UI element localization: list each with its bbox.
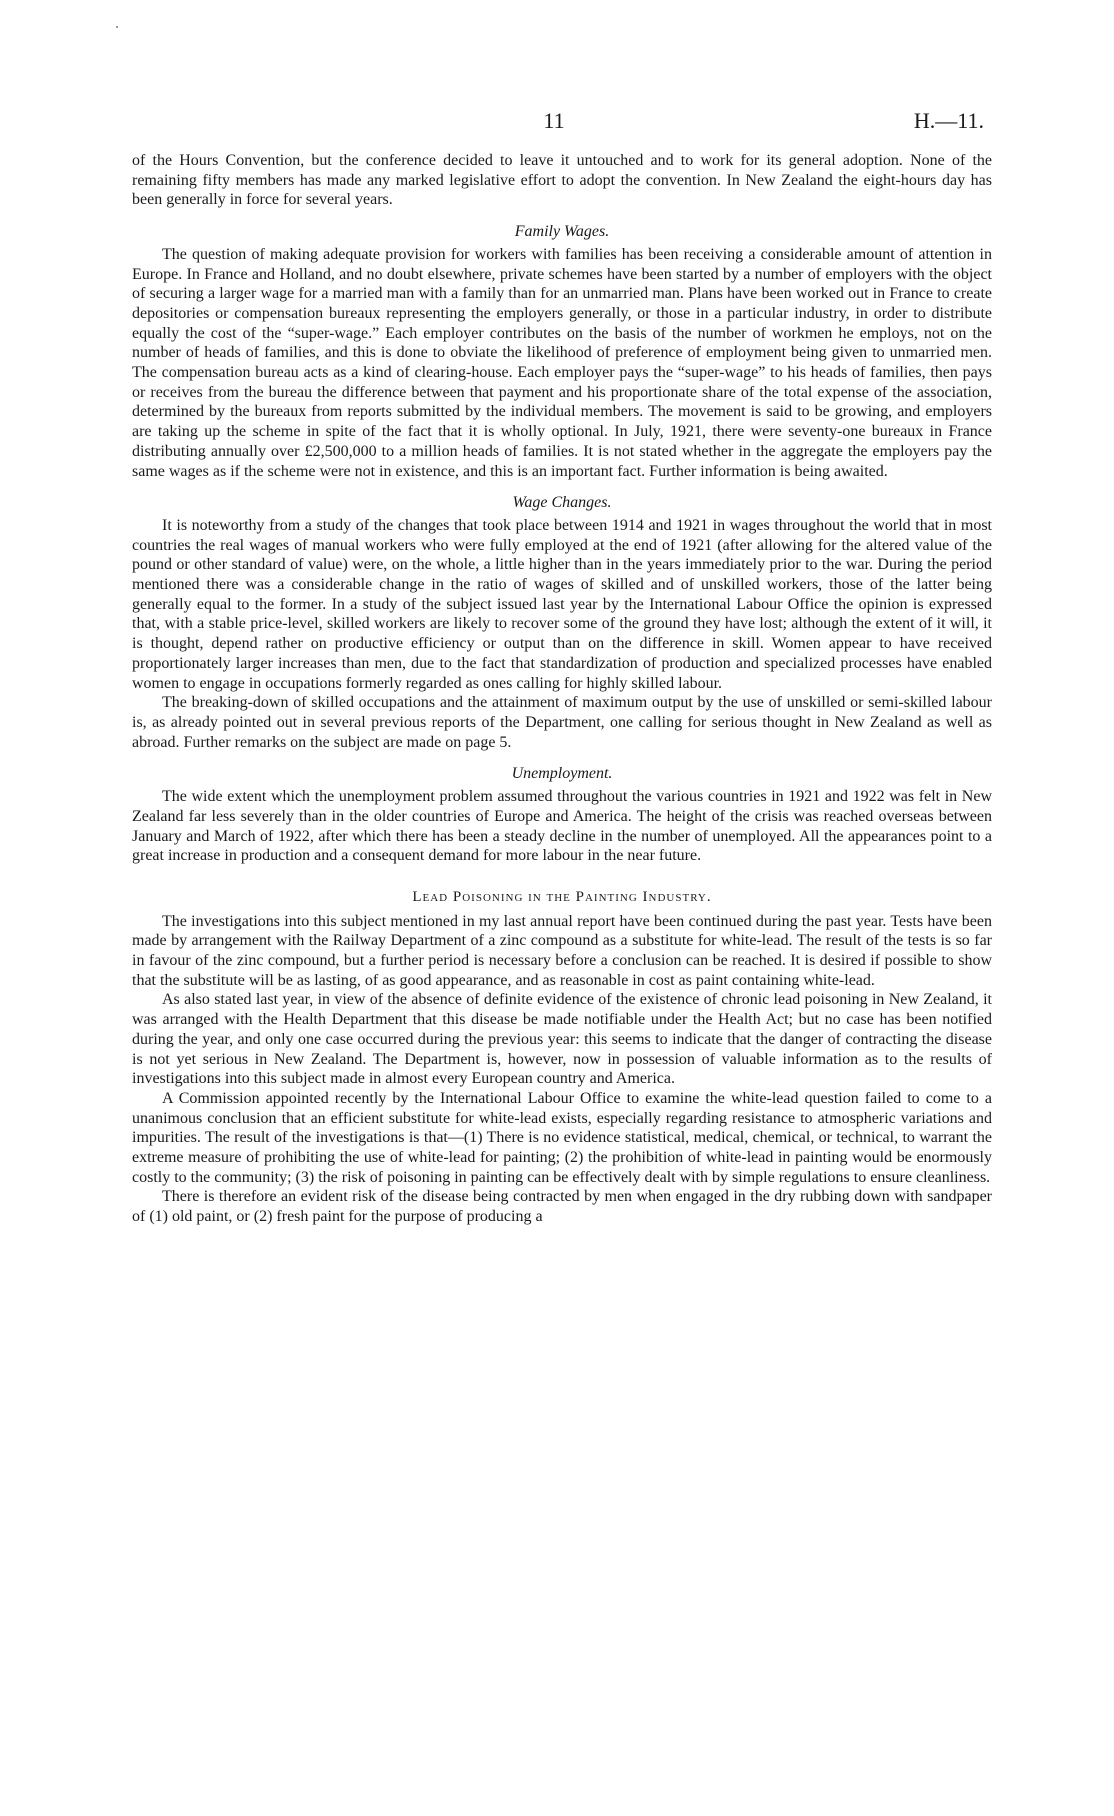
intro-paragraph: of the Hours Convention, but the conference decided to leave it untouched and to work for its general adoption. None of the remaining fifty members has made any marked legislative effort to adopt the convention. In New Zealand the eight-hours day has been generally in force for several years. — [132, 152, 992, 209]
paragraph: There is therefore an evident risk of the disease being contracted by men when engaged in the dry rubbing down with sandpaper of (1) old paint, or (2) fresh paint for the purpose of producing a — [132, 1188, 992, 1226]
scan-speck — [116, 26, 118, 28]
paragraph: The question of making adequate provision for workers with families has been receiving a considerable amount of attention in Europe. In France and Holland, and no doubt elsewhere, private schemes have been started by a number of employers with the object of securing a larger wage for a married man with a family than for an unmarried man. Plans have been worked out in France to create depositories or compensation bureaux representing the employers generally, or those in a particular industry, in order to distribute equally the cost of the “super-wage.” Each employer contributes on the basis of the number of workmen he employs, not on the number of heads of families, and this is done to obviate the likelihood of preference of employment being given to unmarried men. The compensation bureau acts as a kind of clearing-house. Each employer pays the “super-wage” to his heads of families, then pays or receives from the bureau the difference between that payment and his proportionate share of the total expense of the association, determined by the bureaux from reports submitted by the individual members. The movement is said to be growing, and employers are taking up the scheme in spite of the fact that it is wholly optional. In July, 1921, there were seventy-one bureaux in France distributing annually over £2,500,000 to a million heads of families. It is not stated whether in the aggregate the employers pay the same wages as if the scheme were not in existence, and this is an important fact. Further information is being awaited. — [132, 245, 992, 480]
page-body — [132, 151, 992, 1227]
section-heading-family-wages: Family Wages. — [514, 223, 610, 241]
document-reference: H.—11. — [913, 108, 984, 133]
paragraph: A Commission appointed recently by the International Labour Office to examine the white-lead question failed to come to a unanimous conclusion that an efficient substitute for white-lead exists, especially regarding resistance to atmospheric variations and impurities. The result of the investigations is that—(1) There is no evidence statistical, medical, chemical, or technical, to warrant the extreme measure of prohibiting the use of white-lead for painting; (2) the prohibition of white-lead in painting would be enormously costly to the community; (3) the risk of poisoning in painting can be effectively dealt with by simple regulations to ensure cleanliness. — [132, 1089, 992, 1186]
page-number: 11 — [543, 108, 565, 133]
paragraph: The breaking-down of skilled occupations and the attainment of maximum output by the use of unskilled or semi-skilled labour is, as already pointed out in several previous reports of the Department, one calling for serious thought in New Zealand as well as abroad. Further remarks on the subject are made on page 5. — [132, 694, 992, 751]
paragraph: The investigations into this subject mentioned in my last annual report have been continued during the past year. Tests have been made by arrangement with the Railway Department of a zinc compound as a substitute for white-lead. The result of the tests is so far in favour of the zinc compound, but a further period is necessary before a conclusion can be reached. It is desired if possible to show that the substitute will be as lasting, of as good appearance, and as reasonable in cost as paint containing white-lead. — [132, 912, 992, 989]
paragraph: As also stated last year, in view of the absence of definite evidence of the existence of chronic lead poisoning in New Zealand, it was arranged with the Health Department that this disease be made notifiable under the Health Act; but no case has been notified during the year, and only one case occurred during the previous year: this seems to indicate that the danger of contracting the disease is not yet serious in New Zealand. The Department is, however, now in possession of valuable information as to the results of investigations into this subject made in almost every European country and America. — [132, 991, 992, 1088]
page-header — [0, 108, 1114, 140]
section-heading-wage-changes: Wage Changes. — [512, 494, 612, 512]
paragraph: It is noteworthy from a study of the changes that took place between 1914 and 1921 in wages throughout the world that in most countries the real wages of manual workers who were fully employed at the end of 1921 (after allowing for the altered value of the pound or other standard of value) were, on the whole, a little higher than in the years immediately prior to the war. During the period mentioned there was a considerable change in the ratio of wages of skilled and of unskilled workers, those of the latter being generally equal to the former. In a study of the subject issued last year by the International Labour Office the opinion is expressed that, with a stable price-level, skilled workers are likely to recover some of the ground they have lost; although the extent of it will, it is thought, depend rather on productive efficiency or output than on the difference in skill. Women appear to have received proportionately larger increases than men, due to the fact that standardization of production and specialized processes have enabled women to engage in occupations formerly regarded as ones calling for highly skilled labour. — [132, 516, 992, 692]
paragraph: The wide extent which the unemployment problem assumed throughout the various countries in 1921 and 1922 was felt in New Zealand far less severely than in the older countries of Europe and America. The height of the crisis was reached overseas between January and March of 1922, after which there has been a steady decline in the number of unemployed. All the appearances point to a great increase in production and a consequent demand for more labour in the near future. — [132, 788, 992, 865]
section-heading-unemployment: Unemployment. — [511, 765, 613, 783]
section-heading-lead-poisoning: Lead Poisoning in the Painting Industry. — [412, 888, 712, 905]
